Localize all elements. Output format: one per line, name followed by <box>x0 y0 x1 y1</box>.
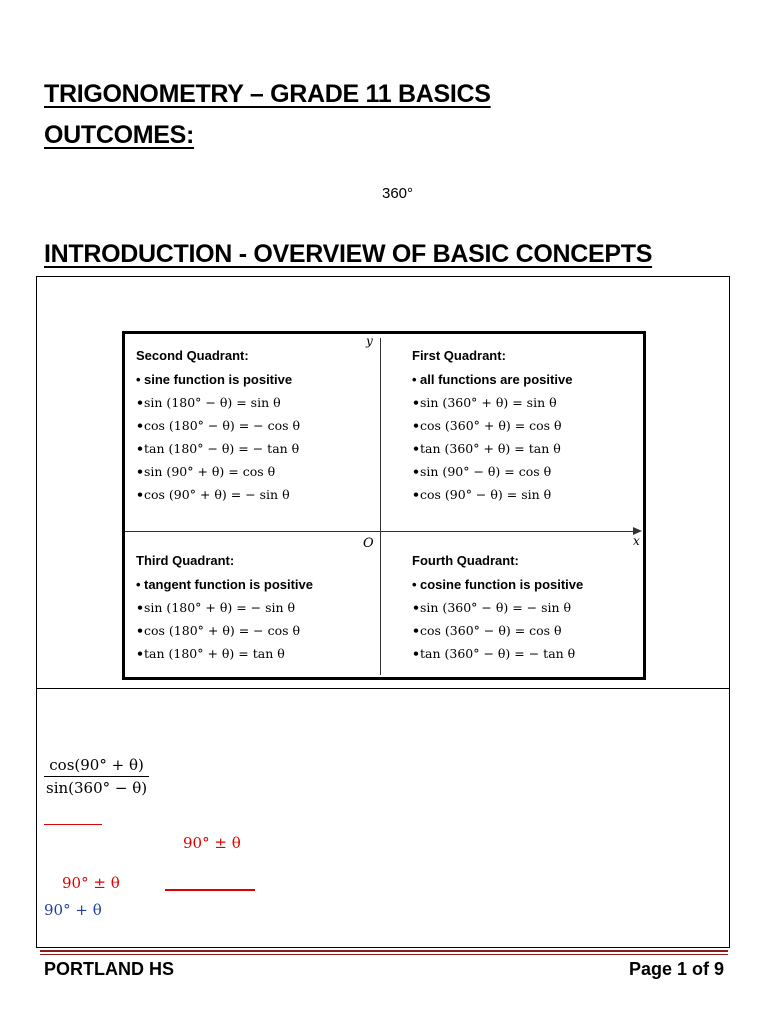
identity-row: •sin (180° − θ) = sin θ <box>136 395 281 410</box>
footer-page-number: Page 1 of 9 <box>628 959 724 979</box>
degree-note: 360° <box>382 185 414 202</box>
first-quadrant <box>412 348 572 510</box>
origin-label: O <box>363 536 374 551</box>
quadrant-title: First Quadrant: <box>412 348 506 363</box>
second-quadrant <box>136 348 300 510</box>
document-title: TRIGONOMETRY – GRADE 11 BASICS <box>44 80 491 108</box>
quadrant-rule: • cosine function is positive <box>412 577 584 592</box>
identity-row: •cos (360° + θ) = cos θ <box>412 418 562 433</box>
quadrant-title: Fourth Quadrant: <box>412 553 519 568</box>
identity-row: •cos (180° − θ) = − cos θ <box>136 418 301 433</box>
identity-row: •sin (90° + θ) = cos θ <box>136 464 276 479</box>
x-axis <box>125 531 635 532</box>
fraction-numerator: cos(90° + θ) <box>44 756 149 777</box>
identity-row: •sin (180° + θ) = − sin θ <box>136 600 296 615</box>
footer-rule-thin <box>40 954 728 955</box>
quadrant-title: Third Quadrant: <box>136 553 235 568</box>
footer-rule <box>40 950 728 952</box>
identity-row: •tan (180° + θ) = tan θ <box>136 646 285 661</box>
red-expression-2: 90° ± θ <box>62 874 120 892</box>
example-fraction <box>44 756 149 797</box>
quadrant-rule: • all functions are positive <box>412 372 573 387</box>
third-quadrant <box>136 553 313 669</box>
x-axis-label: x <box>633 534 640 548</box>
identity-row: •cos (360° − θ) = cos θ <box>412 623 562 638</box>
red-expression-1: 90° ± θ <box>183 834 241 852</box>
outcomes-heading: OUTCOMES: <box>44 121 195 149</box>
fraction-denominator: sin(360° − θ) <box>46 779 148 797</box>
y-axis <box>380 338 381 675</box>
blue-expression: 90° + θ <box>44 901 102 919</box>
identity-row: •cos (90° − θ) = sin θ <box>412 487 552 502</box>
quadrant-rule: • tangent function is positive <box>136 577 314 592</box>
quadrant-rule: • sine function is positive <box>136 372 293 387</box>
identity-row: •cos (90° + θ) = − sin θ <box>136 487 290 502</box>
identity-row: •tan (360° − θ) = − tan θ <box>412 646 576 661</box>
identity-row: •tan (180° − θ) = − tan θ <box>136 441 300 456</box>
introduction-heading: INTRODUCTION - OVERVIEW OF BASIC CONCEPTS <box>44 240 653 268</box>
quadrant-title: Second Quadrant: <box>136 348 249 363</box>
identity-row: •sin (360° − θ) = − sin θ <box>412 600 572 615</box>
y-axis-label: y <box>366 334 373 348</box>
red-underline-2 <box>165 889 255 891</box>
red-underline-1 <box>44 824 102 825</box>
identity-row: •tan (360° + θ) = tan θ <box>412 441 561 456</box>
quadrant-figure <box>122 331 646 680</box>
identity-row: •cos (180° + θ) = − cos θ <box>136 623 301 638</box>
footer-school: PORTLAND HS <box>44 959 174 979</box>
fourth-quadrant <box>412 553 583 669</box>
identity-row: •sin (90° − θ) = cos θ <box>412 464 552 479</box>
identity-row: •sin (360° + θ) = sin θ <box>412 395 557 410</box>
box-divider <box>36 688 730 689</box>
